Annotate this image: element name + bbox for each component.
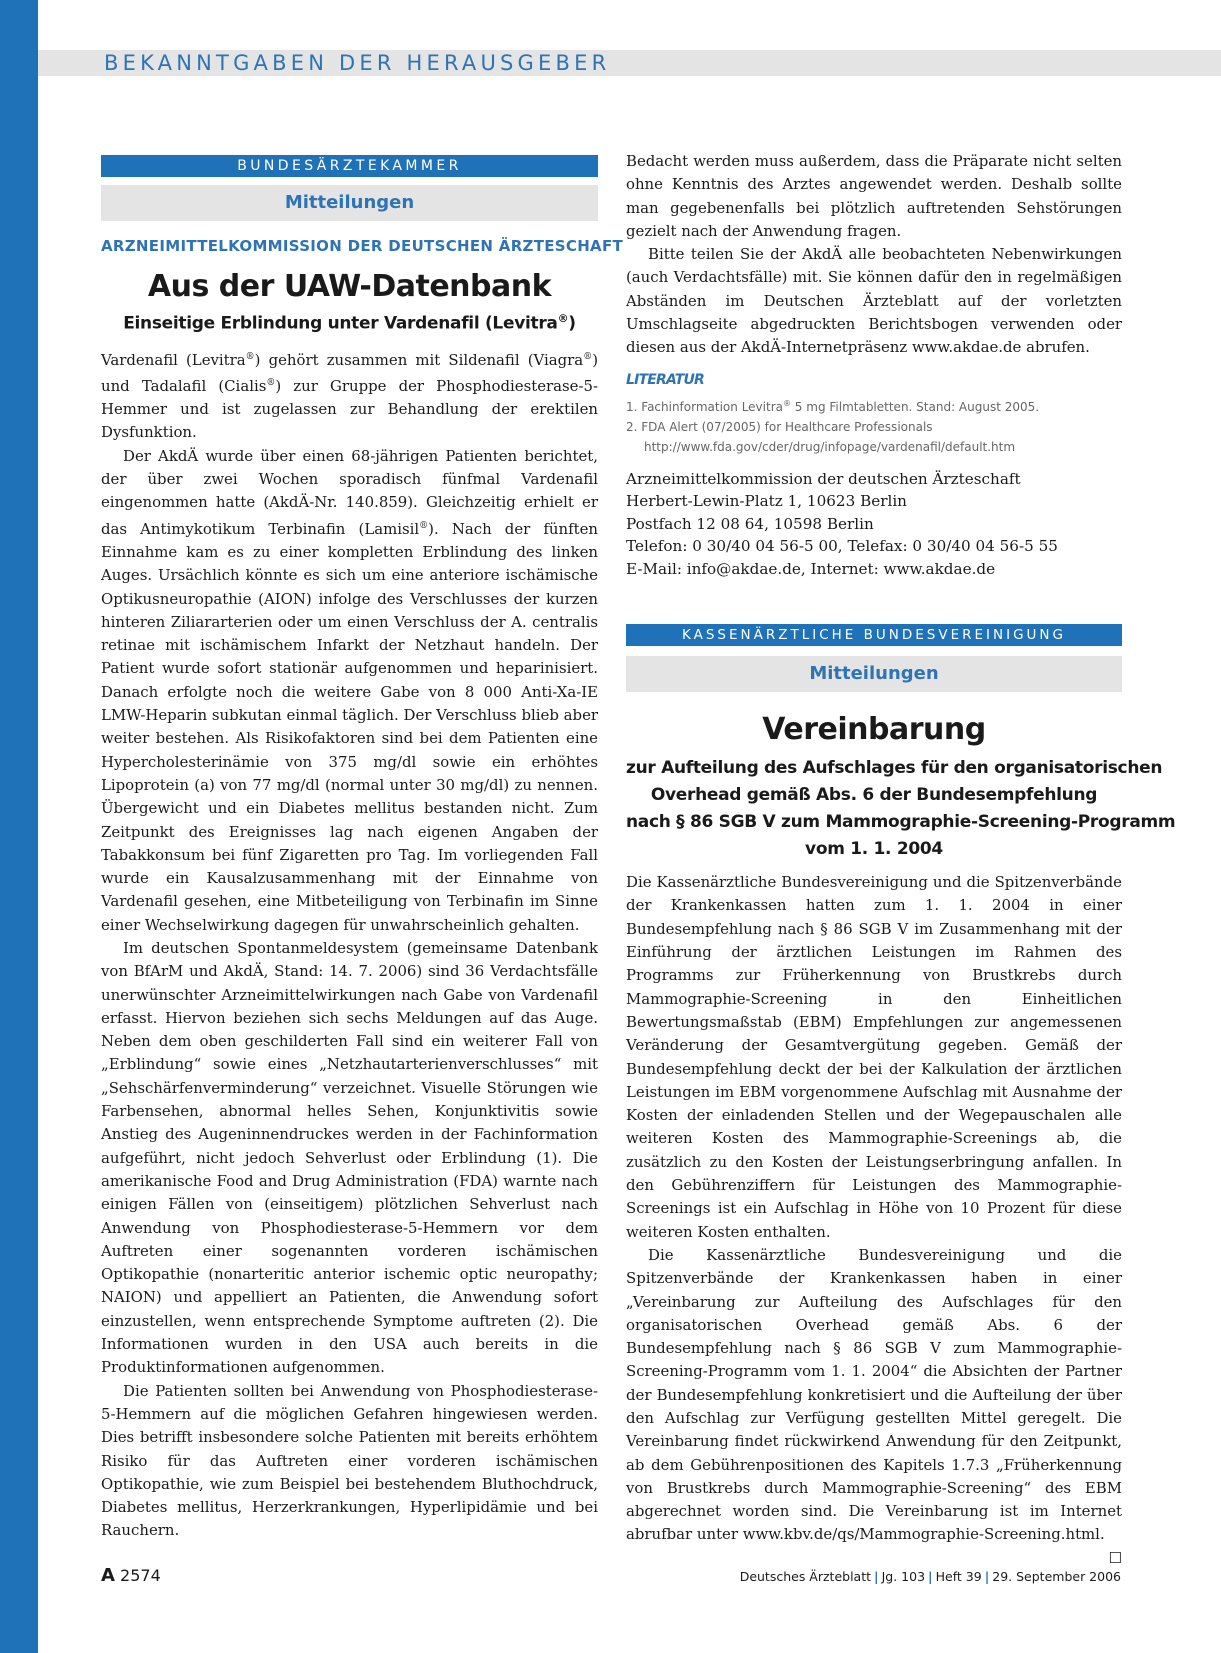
paragraph: Der AkdÄ wurde über einen 68-jährigen Patienten berichtet, der über zwei Wochen sporadisch fünfmal Vardenafil eingenommen hatte (AkdÄ-Nr. 140.859). Gleichzeitig erhielt er das Antimykotikum Terbinafin (Lamisil®). Nach der fünften Einnahme kam es zu einer kompletten Erblindung des linken Auges. Ursächlich könnte es sich um eine anteriore ischämische Optikusneuropathie (AION) infolge des Verschlusses der kurzen hinteren Ziliararterien oder um einen Verschluss der A. centralis retinae mit ischämischem Infarkt der Netzhaut handeln. Der Patient wurde sofort stationär aufgenommen und heparinisiert. Danach erfolgte noch die weitere Gabe von 8 000 Anti-Xa-IE LMW-Heparin subkutan einmal täglich. Der Verschluss blieb aber weiter bestehen. Als Risikofaktoren sind bei dem Patienten eine Hypercholesterinämie von 375 mg/dl sowie ein erhöhtes Lipoprotein (a) von 77 mg/dl (normal unter 30 mg/dl) zu nennen. Übergewicht und ein Diabetes mellitus bestanden nicht. Zum Zeitpunkt des Ereignisses lag nach eigenen Angaben der Tabakkonsum bei fünf Zigaretten pro Tag. Im vorliegenden Fall wurde ein Kausalzusammenhang mit der Einnahme von Vardenafil gesehen, eine Mitbeteiligung von Terbinafin im Sinne einer Wechselwirkung dagegen für unwahrscheinlich gehalten. [101, 446, 598, 934]
article-body-continued [626, 150, 1122, 360]
literature-item: 2. FDA Alert (07/2005) for Healthcare Professionals http://www.fda.gov/cder/drug/infopage/vardenafil/default.htm [626, 419, 1016, 454]
page-number: A 2574 [101, 1565, 161, 1586]
paragraph: Vardenafil (Levitra®) gehört zusammen mit Sildenafil (Viagra®) und Tadalafil (Cialis®) zur Gruppe der Phosphodiesterase-5-Hemmer und ist zugelassen zur Behandlung der erektilen Dysfunktion. [101, 350, 598, 442]
end-of-article-mark: ☐ [1108, 1548, 1122, 1567]
literature-list [626, 394, 1122, 457]
org-band-kbv: KASSENÄRZTLICHE BUNDESVEREINIGUNG [626, 624, 1122, 646]
address-line: Postfach 12 08 64, 10598 Berlin [626, 514, 874, 533]
address-line: Telefon: 0 30/40 04 56-5 00, Telefax: 0 30/40 04 56-5 55 [626, 537, 1058, 556]
paragraph: Die Patienten sollten bei Anwendung von Phosphodiesterase-5-Hemmern auf die möglichen Gefahren hingewiesen werden. Dies betrifft insbesondere solche Patienten mit bereits erhöhtem Risiko für das Auftreten einer vorderen ischämischen Optikopathie, wie zum Beispiel bei bestehendem Bluthochdruck, Diabetes mellitus, Herzerkrankungen, Hyperlipidämie und bei Rauchern. [101, 1381, 598, 1540]
journal-footer: Deutsches Ärzteblatt | Jg. 103 | Heft 39 | 29. September 2006 [739, 1569, 1121, 1584]
org-band-baek: BUNDESÄRZTEKAMMER [101, 155, 598, 177]
article-body [626, 871, 1122, 1567]
left-column [101, 155, 624, 1543]
paragraph: Die Kassenärztliche Bundesvereinigung und die Spitzenverbände der Krankenkassen hatten zum 1. 1. 2004 in einer Bundesempfehlung nach § 86 SGB V im Zusammenhang mit der Einführung der ärztlichen Leistungen im Rahmen des Programms zur Früherkennung von Brustkrebs durch Mammographie-Screening in den Einheitlichen Bewertungsmaßstab (EBM) Empfehlungen zur angemessenen Veränderung der Gesamtvergütung gegeben. Gemäß der Bundesempfehlung deckt der bei der Kalkulation der ärztlichen Leistungen im EBM vorgenommene Aufschlag mit Ausnahme der Kosten der einladenden Stellen und der Wegepauschalen alle weiteren Kosten des Mammographie-Screenings ab, die zusätzlich zu den Kosten der Leistungserbringung anfallen. In den Gebührenziffern für Leistungen des Mammographie-Screenings ist ein Aufschlag in Höhe von 10 Prozent für diese weiteren Kosten enthalten. [626, 873, 1122, 1241]
journal-date: 29. September 2006 [992, 1569, 1121, 1584]
journal-volume: Jg. 103 [881, 1569, 926, 1584]
address-line: E-Mail: info@akdae.de, Internet: www.akdae.de [626, 559, 996, 578]
literature-link[interactable]: http://www.fda.gov/cder/drug/infopage/vardenafil/default.htm [644, 439, 1016, 454]
category-label: Mitteilungen [101, 185, 598, 221]
paragraph: Bedacht werden muss außerdem, dass die Präparate nicht selten ohne Kenntnis des Arztes angewendet werden. Deshalb sollte man gegebenenfalls bei plötzlich auftretenden Sehstörungen gezielt nach der Anwendung fragen. [626, 152, 1122, 240]
address-line: Arzneimittelkommission der deutschen Ärzteschaft [626, 469, 1021, 488]
side-color-stripe [0, 0, 38, 1653]
category-label: Mitteilungen [626, 656, 1122, 692]
contact-address [626, 468, 1122, 581]
journal-name: Deutsches Ärzteblatt [739, 1569, 872, 1584]
article-title: Aus der UAW-Datenbank [147, 269, 552, 304]
section-header-title: BEKANNTGABEN DER HERAUSGEBER [104, 51, 611, 75]
article-subtitle: Einseitige Erblindung unter Vardenafil (Levitra®) [123, 312, 576, 334]
right-column [626, 150, 1176, 1570]
journal-issue: Heft 39 [935, 1569, 982, 1584]
literature-heading: LITERATUR [626, 371, 705, 388]
article-title: Vereinbarung [762, 712, 986, 748]
literature-section [626, 372, 1122, 457]
address-line: Herbert-Lewin-Platz 1, 10623 Berlin [626, 492, 907, 511]
paragraph: Die Kassenärztliche Bundesvereinigung und die Spitzenverbände der Krankenkassen haben in einer „Vereinbarung zur Aufteilung des Aufschlages für den organisatorischen Overhead gemäß Abs. 6 der Bundesempfehlung nach § 86 SGB V zum Mammographie-Screening-Programm vom 1. 1. 2004“ die Absichten der Partner der Bundesempfehlung konkretisiert und die Aufteilung der über den Aufschlag zur Verfügung gestellten Mittel geregelt. Die Vereinbarung findet rückwirkend Anwendung für den Zeitpunkt, ab dem Gebührenpositionen des Kapitels 1.7.3 „Früherkennung von Brustkrebs durch Mammographie-Screening“ des EBM abgerechnet worden sind. Die Vereinbarung ist im Internet abrufbar unter www.kbv.de/qs/Mammographie-Screening.html. ☐ [626, 1244, 1122, 1547]
literature-item: 1. Fachinformation Levitra® 5 mg Filmtabletten. Stand: August 2005. [626, 398, 1040, 414]
article-subtitle: zur Aufteilung des Aufschlages für den organisatorischen Overhead gemäß Abs. 6 der Bundesempfehlung nach § 86 SGB V zum Mammographie-Screening-Programm vom 1. 1. 2004 [626, 758, 1176, 860]
article-body [101, 346, 598, 1543]
article-kicker: ARZNEIMITTELKOMMISSION DER DEUTSCHEN ÄRZTESCHAFT [101, 237, 624, 255]
paragraph: Im deutschen Spontanmeldesystem (gemeinsame Datenbank von BfArM und AkdÄ, Stand: 14. 7. 2006) sind 36 Verdachtsfälle unerwünschter Arzneimittelwirkungen nach Gabe von Vardenafil erfasst. Hiervon beziehen sich sechs Meldungen auf das Auge. Neben dem oben geschilderten Fall sind ein weiterer Fall von „Erblindung“ sowie eines „Netzhautarterienverschlusses“ mit „Sehschärfenverminderung“ verzeichnet. Visuelle Störungen wie Farbensehen, abnormal helles Sehen, Konjunktivitis sowie Anstieg des Augeninnendruckes werden in der Fachinformation aufgeführt, nicht jedoch Sehverlust oder Erblindung (1). Die amerikanische Food and Drug Administration (FDA) warnte nach einigen Fällen von (einseitigem) plötzlichen Sehverlust nach Anwendung von Phosphodiesterase-5-Hemmern vor dem Auftreten einer sogenannten vorderen ischämischen Optikopathie (nonarteritic anterior ischemic optic neuropathy; NAION) und appelliert an Patienten, die Anwendung sofort einzustellen, wenn entsprechende Symptome auftreten (2). Die Informationen wurden in den USA auch bereits in die Produktinformationen aufgenommen. [101, 938, 598, 1377]
paragraph: Bitte teilen Sie der AkdÄ alle beobachteten Nebenwirkungen (auch Verdachtsfälle) mit. Sie können dafür den in regelmäßigen Abständen im Deutschen Ärzteblatt auf der vorletzten Umschlagseite abgedruckten Berichtsbogen verwenden oder diesen aus der AkdÄ-Internetpräsenz www.akdae.de abrufen. [626, 245, 1122, 357]
